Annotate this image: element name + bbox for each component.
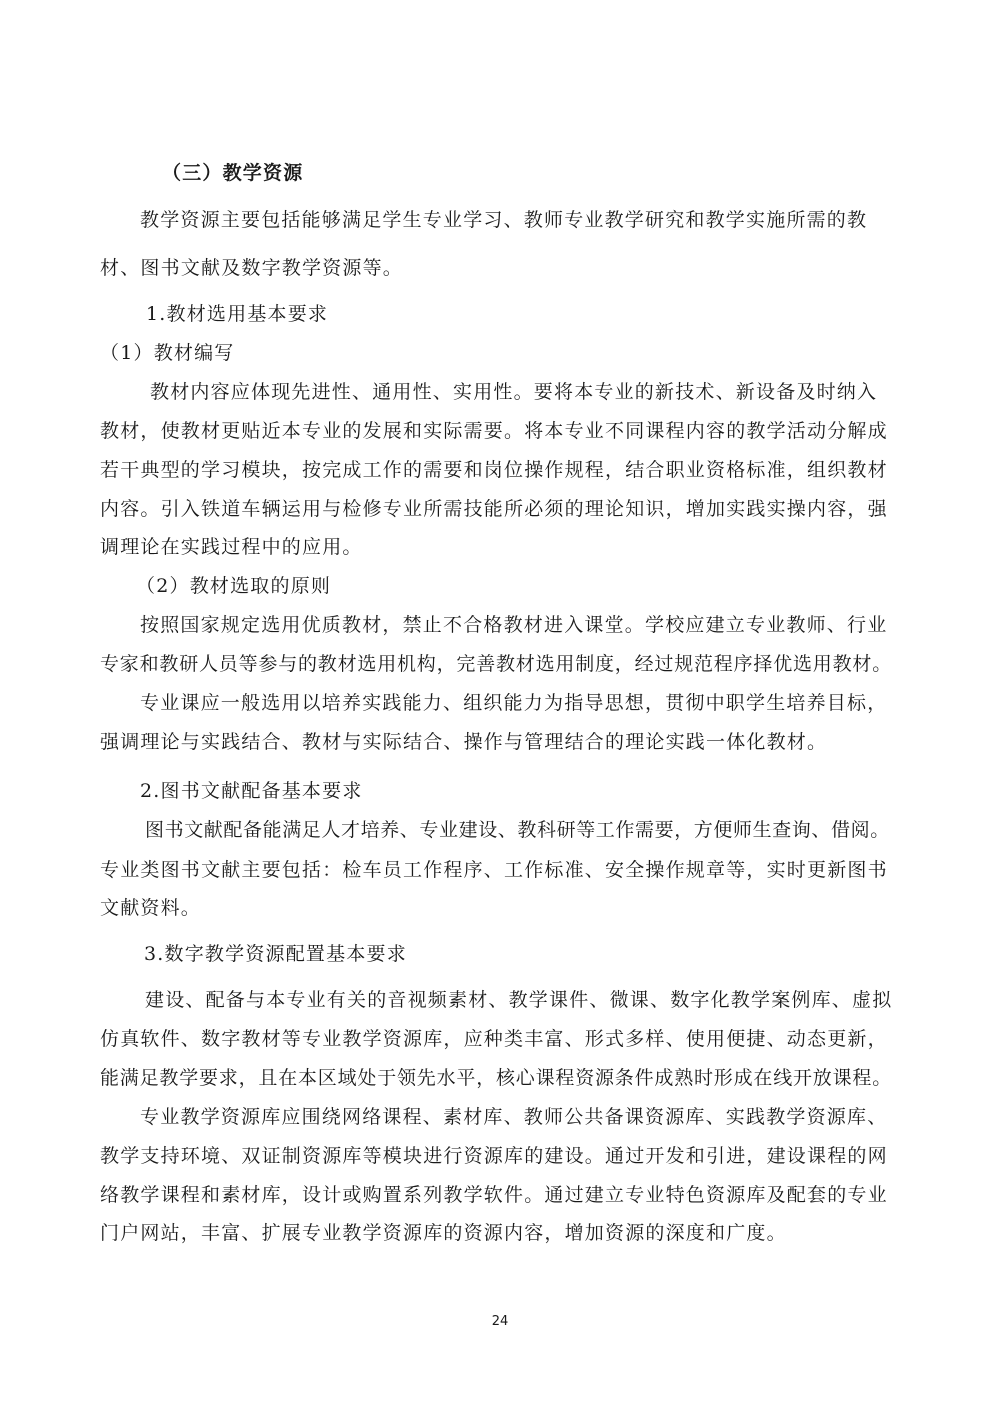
subsection-title: 1.教材选用基本要求 bbox=[146, 303, 329, 325]
paragraph-line: 图书文献配备能满足人才培养、专业建设、教科研等工作需要，方便师生查询、借阅。 bbox=[145, 819, 890, 841]
paragraph-line: 门户网站，丰富、扩展专业教学资源库的资源内容，增加资源的深度和广度。 bbox=[100, 1222, 787, 1244]
paragraph-line: 络教学课程和素材库，设计或购置系列教学软件。通过建立专业特色资源库及配套的专业 bbox=[100, 1184, 888, 1206]
paragraph-line: 专业教学资源库应围绕网络课程、素材库、教师公共备课资源库、实践教学资源库、 bbox=[140, 1106, 888, 1128]
paragraph-line: 教材内容应体现先进性、通用性、实用性。要将本专业的新技术、新设备及时纳入 bbox=[150, 381, 878, 403]
subsection-title: 3.数字教学资源配置基本要求 bbox=[144, 943, 407, 965]
paragraph-line: 按照国家规定选用优质教材，禁止不合格教材进入课堂。学校应建立专业教师、行业 bbox=[140, 614, 888, 636]
paragraph-line: 若干典型的学习模块，按完成工作的需要和岗位操作规程，结合职业资格标准，组织教材 bbox=[100, 459, 888, 481]
paragraph-line: 仿真软件、数字教材等专业教学资源库，应种类丰富、形式多样、使用便捷、动态更新， bbox=[100, 1028, 888, 1050]
paragraph-line: 专家和教研人员等参与的教材选用机构，完善教材选用制度，经过规范程序择优选用教材。 bbox=[100, 653, 893, 675]
intro-line: 教学资源主要包括能够满足学生专业学习、教师专业教学研究和教学实施所需的教 bbox=[140, 209, 868, 231]
intro-line: 材、图书文献及数字教学资源等。 bbox=[100, 257, 404, 279]
paragraph-line: 教材，使教材更贴近本专业的发展和实际需要。将本专业不同课程内容的教学活动分解成 bbox=[100, 420, 888, 442]
paragraph-line: 教学支持环境、双证制资源库等模块进行资源库的建设。通过开发和引进，建设课程的网 bbox=[100, 1145, 888, 1167]
section-heading: （三）教学资源 bbox=[162, 162, 304, 184]
paragraph-line: 强调理论与实践结合、教材与实际结合、操作与管理结合的理论实践一体化教材。 bbox=[100, 731, 828, 753]
paragraph-line: 调理论在实践过程中的应用。 bbox=[100, 536, 363, 558]
paragraph-line: 建设、配备与本专业有关的音视频素材、教学课件、微课、数字化教学案例库、虚拟 bbox=[145, 989, 893, 1011]
paragraph-line: 专业类图书文献主要包括：检车员工作程序、工作标准、安全操作规章等，实时更新图书 bbox=[100, 859, 888, 881]
paragraph-line: 内容。引入铁道车辆运用与检修专业所需技能所必须的理论知识，增加实践实操内容，强 bbox=[100, 498, 888, 520]
item-title: （1）教材编写 bbox=[100, 342, 235, 364]
item-title: （2）教材选取的原则 bbox=[136, 575, 332, 597]
paragraph-line: 能满足教学要求，且在本区域处于领先水平，核心课程资源条件成熟时形成在线开放课程。 bbox=[100, 1067, 893, 1089]
page-number: 24 bbox=[491, 1314, 509, 1329]
paragraph-line: 专业课应一般选用以培养实践能力、组织能力为指导思想，贯彻中职学生培养目标， bbox=[140, 692, 888, 714]
paragraph-line: 文献资料。 bbox=[100, 897, 202, 919]
subsection-title: 2.图书文献配备基本要求 bbox=[140, 780, 363, 802]
